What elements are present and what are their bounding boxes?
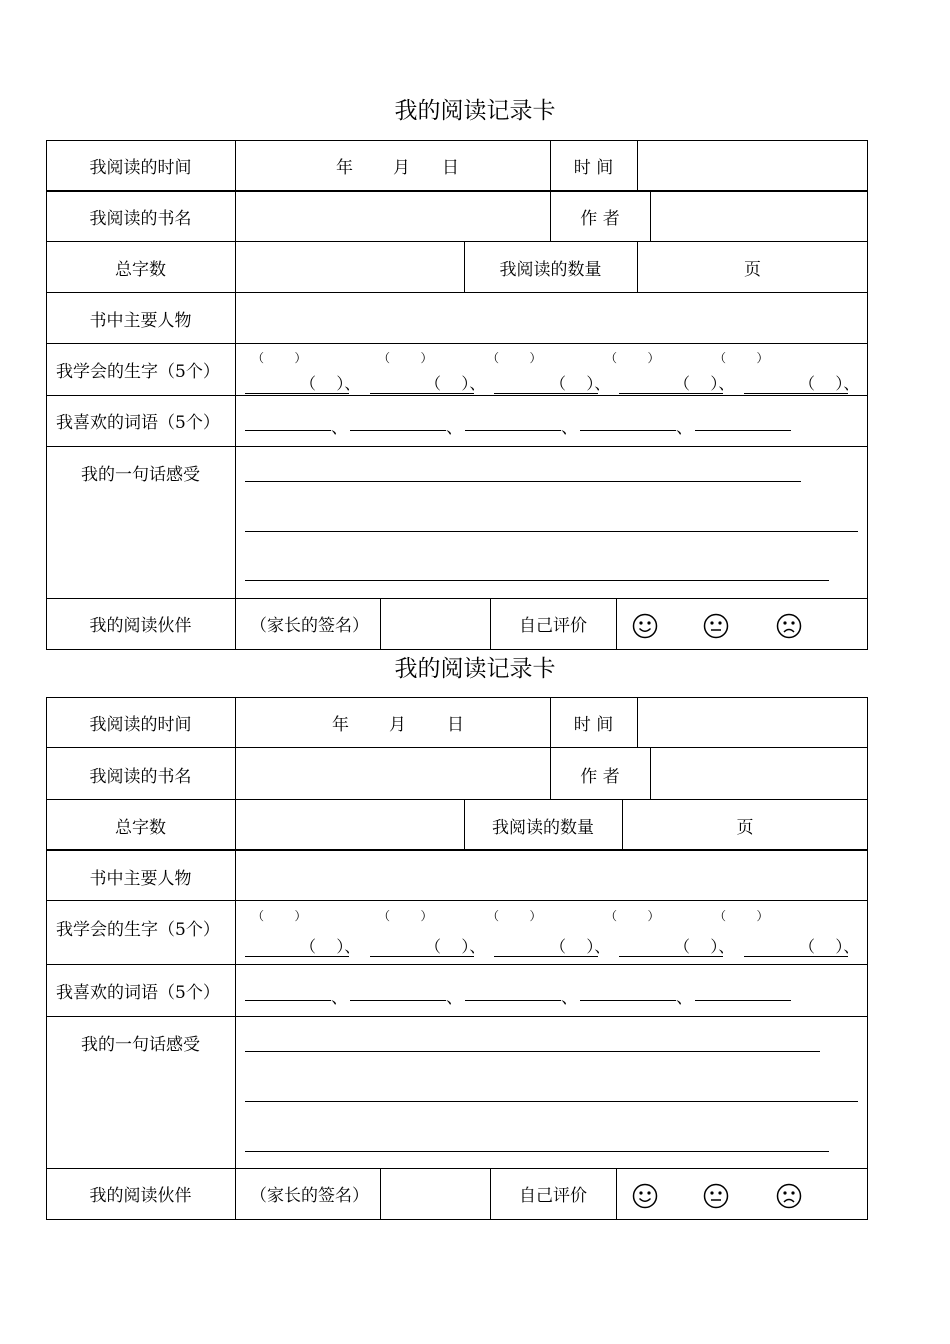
char-slot[interactable]: （ ）、 [799, 937, 860, 956]
book-title-input[interactable] [236, 748, 550, 799]
characters-input[interactable] [236, 293, 867, 343]
time-field-label: 时 间 [573, 158, 614, 178]
feeling-label: 我的一句话感受 [81, 465, 200, 485]
self-evaluation-label: 自己评价 [519, 616, 587, 636]
separator: 、 [676, 988, 693, 1008]
reading-partner-label: 我的阅读伙伴 [89, 616, 192, 636]
word-blank[interactable] [350, 1000, 446, 1001]
characters-input[interactable] [236, 851, 867, 900]
reading-time-label: 我阅读的时间 [89, 158, 192, 178]
pinyin-slot[interactable]: （ ） [487, 351, 542, 365]
word-blank[interactable] [245, 1000, 331, 1001]
pinyin-slot[interactable]: （ ） [605, 909, 660, 923]
frowning-face-icon[interactable] [776, 613, 802, 639]
neutral-face-icon[interactable] [703, 1183, 729, 1209]
time-input[interactable] [638, 141, 867, 190]
author-label: 作 者 [580, 767, 620, 787]
parent-signature-input[interactable] [381, 1169, 490, 1219]
char-slot[interactable]: （ ）、 [799, 374, 860, 393]
word-blank[interactable] [350, 430, 446, 431]
word-count-label: 总字数 [115, 818, 166, 838]
favorite-words-label: 我喜欢的词语（5个） [56, 983, 220, 1003]
reading-amount-label: 我阅读的数量 [492, 818, 594, 838]
char-slot[interactable]: （ ）、 [300, 374, 361, 393]
time-field-label: 时 间 [573, 715, 614, 735]
char-slot[interactable]: （ ）、 [550, 937, 611, 956]
separator: 、 [561, 988, 578, 1008]
date-year-label: 年 [332, 715, 349, 735]
char-slot[interactable]: （ ）、 [425, 374, 486, 393]
word-count-label: 总字数 [115, 260, 166, 280]
parent-signature-label: （家长的签名） [250, 1186, 369, 1206]
date-month-label: 月 [389, 715, 406, 735]
pinyin-slot[interactable]: （ ） [487, 909, 542, 923]
separator: 、 [446, 988, 463, 1008]
date-month-label: 月 [393, 158, 410, 178]
reading-time-label: 我阅读的时间 [89, 715, 192, 735]
pinyin-slot[interactable]: （ ） [252, 909, 307, 923]
new-words-label: 我学会的生字（5个） [56, 920, 220, 940]
characters-label: 书中主要人物 [89, 869, 192, 889]
char-slot[interactable]: （ ）、 [674, 374, 735, 393]
pinyin-slot[interactable]: （ ） [714, 909, 769, 923]
date-day-label: 日 [442, 158, 459, 178]
char-slot[interactable]: （ ）、 [674, 937, 735, 956]
char-slot[interactable]: （ ）、 [550, 374, 611, 393]
feeling-line[interactable] [245, 1101, 858, 1102]
separator: 、 [331, 988, 348, 1008]
card-title: 我的阅读记录卡 [394, 98, 556, 124]
date-year-label: 年 [336, 158, 353, 178]
word-blank[interactable] [465, 1000, 561, 1001]
char-slot[interactable]: （ ）、 [425, 937, 486, 956]
word-blank[interactable] [465, 430, 561, 431]
favorite-words-label: 我喜欢的词语（5个） [56, 413, 220, 433]
author-label: 作 者 [580, 209, 620, 229]
feeling-line[interactable] [245, 481, 801, 482]
feeling-line[interactable] [245, 1051, 820, 1052]
word-blank[interactable] [245, 430, 331, 431]
page-unit-label: 页 [744, 260, 761, 280]
smiling-face-icon[interactable] [632, 1183, 658, 1209]
book-title-label: 我阅读的书名 [89, 767, 192, 787]
parent-signature-input[interactable] [381, 599, 490, 649]
page-unit-label: 页 [736, 818, 754, 838]
word-blank[interactable] [695, 430, 791, 431]
author-input[interactable] [651, 748, 867, 799]
book-title-label: 我阅读的书名 [89, 209, 192, 229]
self-evaluation-label: 自己评价 [519, 1186, 587, 1206]
card-title: 我的阅读记录卡 [394, 656, 556, 682]
author-input[interactable] [651, 192, 867, 241]
separator: 、 [331, 418, 348, 438]
word-blank[interactable] [580, 1000, 676, 1001]
characters-label: 书中主要人物 [89, 311, 192, 331]
frowning-face-icon[interactable] [776, 1183, 802, 1209]
pinyin-slot[interactable]: （ ） [714, 351, 769, 365]
smiling-face-icon[interactable] [632, 613, 658, 639]
feeling-line[interactable] [245, 531, 858, 532]
neutral-face-icon[interactable] [703, 613, 729, 639]
date-day-label: 日 [447, 715, 464, 735]
pinyin-slot[interactable]: （ ） [378, 909, 433, 923]
word-blank[interactable] [580, 430, 676, 431]
pinyin-slot[interactable]: （ ） [378, 351, 433, 365]
word-count-input[interactable] [236, 242, 464, 292]
separator: 、 [561, 418, 578, 438]
reading-amount-label: 我阅读的数量 [499, 260, 602, 280]
feeling-line[interactable] [245, 1151, 829, 1152]
char-slot[interactable]: （ ）、 [300, 937, 361, 956]
feeling-label: 我的一句话感受 [81, 1035, 200, 1055]
separator: 、 [446, 418, 463, 438]
pinyin-slot[interactable]: （ ） [252, 351, 307, 365]
separator: 、 [676, 418, 693, 438]
word-blank[interactable] [695, 1000, 791, 1001]
parent-signature-label: （家长的签名） [250, 616, 369, 636]
word-count-input[interactable] [236, 800, 464, 849]
book-title-input[interactable] [236, 192, 550, 241]
reading-partner-label: 我的阅读伙伴 [89, 1186, 192, 1206]
time-input[interactable] [638, 698, 867, 747]
new-words-label: 我学会的生字（5个） [56, 362, 220, 382]
pinyin-slot[interactable]: （ ） [605, 351, 660, 365]
feeling-line[interactable] [245, 580, 829, 581]
